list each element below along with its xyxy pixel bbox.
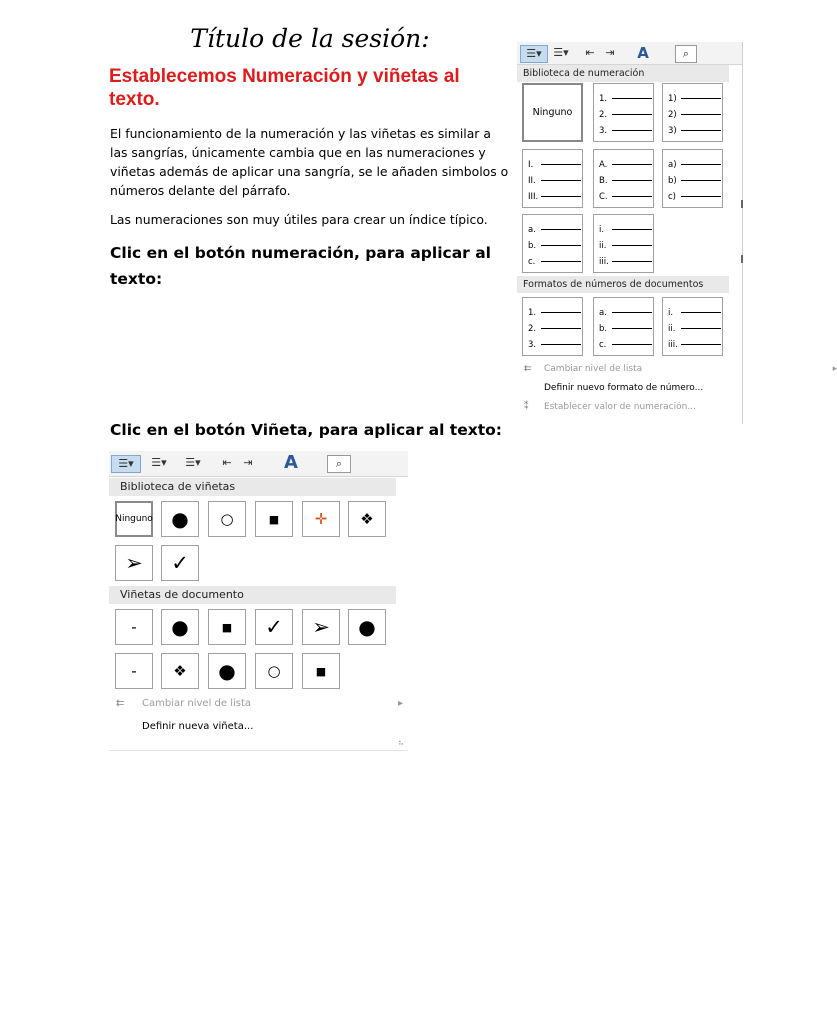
menu-item-label: Establecer valor de numeración... (544, 402, 696, 412)
chevron-down-icon: ▾ (161, 456, 167, 469)
list-marker: A. (599, 159, 608, 170)
document-bullet-checkmark[interactable] (255, 609, 293, 645)
numbering-none-option[interactable] (522, 83, 583, 142)
bullet-instruction: Clic en el botón Viñeta, para aplicar al texto: (110, 421, 502, 439)
square-icon: ■ (315, 664, 327, 678)
list-marker: III. (528, 191, 539, 202)
arrowhead-icon: ➢ (312, 615, 330, 639)
bullet-option-arrowhead[interactable] (115, 545, 153, 581)
document-bullet-dash[interactable] (115, 609, 153, 645)
numbering-button[interactable] (145, 455, 173, 471)
chevron-down-icon: ▾ (128, 457, 134, 470)
submenu-arrow-icon: ▸ (398, 698, 404, 709)
numbering-format-decimal-paren[interactable] (662, 83, 723, 142)
list-level-icon: ⇇ (524, 364, 532, 374)
hollow-circle-icon: ○ (220, 510, 234, 528)
session-title: Título de la sesión: (190, 24, 430, 53)
document-bullet-filled-circle-3[interactable] (208, 653, 246, 689)
decrease-indent-button[interactable] (218, 455, 236, 471)
list-marker: c) (668, 191, 676, 202)
document-bullet-arrowhead[interactable] (302, 609, 340, 645)
diamonds-icon: ❖ (173, 662, 187, 680)
document-format-alpha[interactable] (593, 297, 654, 356)
change-list-level-item[interactable] (524, 361, 837, 377)
section-heading: Establecemos Numeración y viñetas al texto. (109, 66, 460, 110)
bullet-option-hollow-circle[interactable] (208, 501, 246, 537)
increase-indent-icon: ⇥ (243, 456, 253, 469)
bullet-option-filled-circle[interactable] (161, 501, 199, 537)
increase-indent-icon: ⇥ (605, 46, 615, 59)
bullet-option-diamonds[interactable] (348, 501, 386, 537)
list-marker: C. (599, 191, 608, 202)
search-icon: ⌕ (682, 47, 690, 60)
list-marker: c. (528, 256, 536, 267)
numbering-list-icon: ☰ (151, 456, 162, 469)
list-marker: 3) (668, 125, 677, 136)
menu-item-label: Definir nuevo formato de número... (544, 383, 704, 393)
document-bullet-diamonds[interactable] (161, 653, 199, 689)
list-marker: 1. (599, 93, 608, 104)
dash-icon: - (131, 618, 137, 636)
list-marker: II. (528, 175, 536, 186)
list-marker: b. (528, 240, 537, 251)
resize-grip-icon[interactable]: ⠦ (398, 738, 404, 747)
document-bullet-filled-circle-2[interactable] (348, 609, 386, 645)
numbering-instruction: Clic en el botón numeración, para aplicar al texto: (110, 244, 491, 288)
define-new-bullet-item[interactable] (116, 718, 253, 736)
list-marker: c. (599, 339, 607, 350)
document-bullet-hollow-circle[interactable] (255, 653, 293, 689)
paragraph-intro: El funcionamiento de la numeración y las viñetas es similar a las sangrías, únicamente cambia que en las numeraciones y viñetas además de aplicar una sangría, se le añaden simbolos o números delante del párrafo. (110, 126, 509, 198)
bullets-button[interactable] (520, 45, 548, 63)
document-bullet-dash-2[interactable] (115, 653, 153, 689)
chevron-down-icon: ▾ (563, 46, 569, 59)
search-button[interactable] (327, 455, 351, 473)
submenu-arrow-icon: ▸ (832, 364, 837, 374)
multilevel-list-button[interactable] (179, 455, 207, 471)
ruler-tick (741, 200, 743, 208)
document-format-roman[interactable] (662, 297, 723, 356)
increase-indent-button[interactable] (601, 45, 619, 61)
increase-indent-button[interactable] (239, 455, 257, 471)
bullets-list-icon: ☰ (118, 457, 129, 470)
decrease-indent-button[interactable] (581, 45, 599, 61)
cross-icon: ✛ (314, 510, 328, 528)
change-list-level-item[interactable] (116, 695, 404, 713)
bullets-list-icon: ☰ (526, 47, 537, 60)
square-icon: ■ (268, 512, 280, 526)
paragraph-toolbar (109, 451, 408, 477)
decrease-indent-icon: ⇤ (222, 456, 232, 469)
square-icon: ■ (221, 620, 233, 634)
filled-circle-icon: ● (358, 615, 376, 639)
list-marker: i. (668, 307, 674, 318)
arrowhead-icon: ➢ (125, 551, 143, 575)
list-marker: ii. (599, 240, 607, 251)
none-label: Ninguno (532, 107, 573, 118)
list-level-icon: ⇇ (116, 698, 125, 709)
list-marker: 2. (599, 109, 608, 120)
document-formats-header: Formatos de números de documentos (517, 276, 729, 293)
bullet-none-option[interactable] (115, 501, 153, 537)
none-label: Ninguno (115, 514, 153, 524)
menu-item-label: Cambiar nivel de lista (544, 364, 643, 374)
filled-circle-icon: ● (218, 659, 236, 683)
list-marker: 2. (528, 323, 537, 334)
numbering-button[interactable] (548, 45, 574, 61)
styles-button[interactable]: A (637, 44, 649, 62)
bullet-option-square[interactable] (255, 501, 293, 537)
paragraph-toolbar (517, 42, 742, 65)
numbering-list-icon: ☰ (553, 46, 564, 59)
bullet-option-cross[interactable] (302, 501, 340, 537)
list-marker: b) (668, 175, 677, 186)
menu-item-label: Definir nueva viñeta... (142, 721, 254, 732)
document-bullet-square[interactable] (208, 609, 246, 645)
dash-icon: - (131, 662, 137, 680)
list-marker: iii. (599, 256, 609, 267)
bullet-option-checkmark[interactable] (161, 545, 199, 581)
list-marker: 3. (599, 125, 608, 136)
list-marker: i. (599, 224, 605, 235)
multilevel-list-icon: ☰ (185, 456, 196, 469)
list-marker: 3. (528, 339, 537, 350)
list-marker: b. (599, 323, 608, 334)
numbering-dropdown-panel (517, 42, 837, 424)
hollow-circle-icon: ○ (267, 662, 281, 680)
set-numbering-value-item[interactable] (524, 399, 696, 415)
paragraph-index: Las numeraciones son muy útiles para crear un índice típico. (110, 212, 488, 227)
list-marker: 2) (668, 109, 677, 120)
numbering-format-roman-lower[interactable] (593, 214, 654, 273)
list-marker: a. (528, 224, 536, 235)
list-marker: a) (668, 159, 677, 170)
menu-item-label: Cambiar nivel de lista (142, 698, 252, 709)
numbering-library-header: Biblioteca de numeración (517, 65, 729, 82)
numbering-format-alpha-upper[interactable] (593, 149, 654, 208)
search-icon: ⌕ (335, 457, 343, 470)
define-number-format-item[interactable] (524, 380, 703, 396)
list-marker: 1. (528, 307, 537, 318)
list-marker: a. (599, 307, 607, 318)
numbering-format-alpha-paren[interactable] (662, 149, 723, 208)
checkmark-icon: ✓ (171, 551, 189, 575)
list-marker: B. (599, 175, 608, 186)
checkmark-icon: ✓ (265, 615, 283, 639)
document-format-decimal[interactable] (522, 297, 583, 356)
bullet-library-header: Biblioteca de viñetas (109, 478, 396, 496)
list-marker: iii. (668, 339, 678, 350)
bullets-button[interactable] (111, 455, 141, 473)
numbering-format-decimal-period[interactable] (593, 83, 654, 142)
list-marker: ii. (668, 323, 676, 334)
decrease-indent-icon: ⇤ (585, 46, 595, 59)
document-bullets-header: Viñetas de documento (109, 586, 396, 604)
bullets-dropdown-panel (109, 451, 408, 751)
filled-circle-icon: ● (171, 507, 189, 531)
search-button[interactable] (675, 45, 697, 63)
chevron-down-icon: ▾ (536, 47, 542, 60)
document-bullet-square-2[interactable] (302, 653, 340, 689)
styles-button[interactable]: A (284, 452, 298, 473)
list-marker: 1) (668, 93, 677, 104)
ruler-tick (741, 255, 743, 263)
filled-circle-icon: ● (171, 615, 189, 639)
diamonds-icon: ❖ (360, 510, 374, 528)
numbering-format-alpha-lower[interactable] (522, 214, 583, 273)
document-bullet-filled-circle[interactable] (161, 609, 199, 645)
list-marker: I. (528, 159, 534, 170)
numbering-format-roman-upper[interactable] (522, 149, 583, 208)
numbering-value-icon: ⁑ (524, 402, 529, 412)
chevron-down-icon: ▾ (195, 456, 201, 469)
